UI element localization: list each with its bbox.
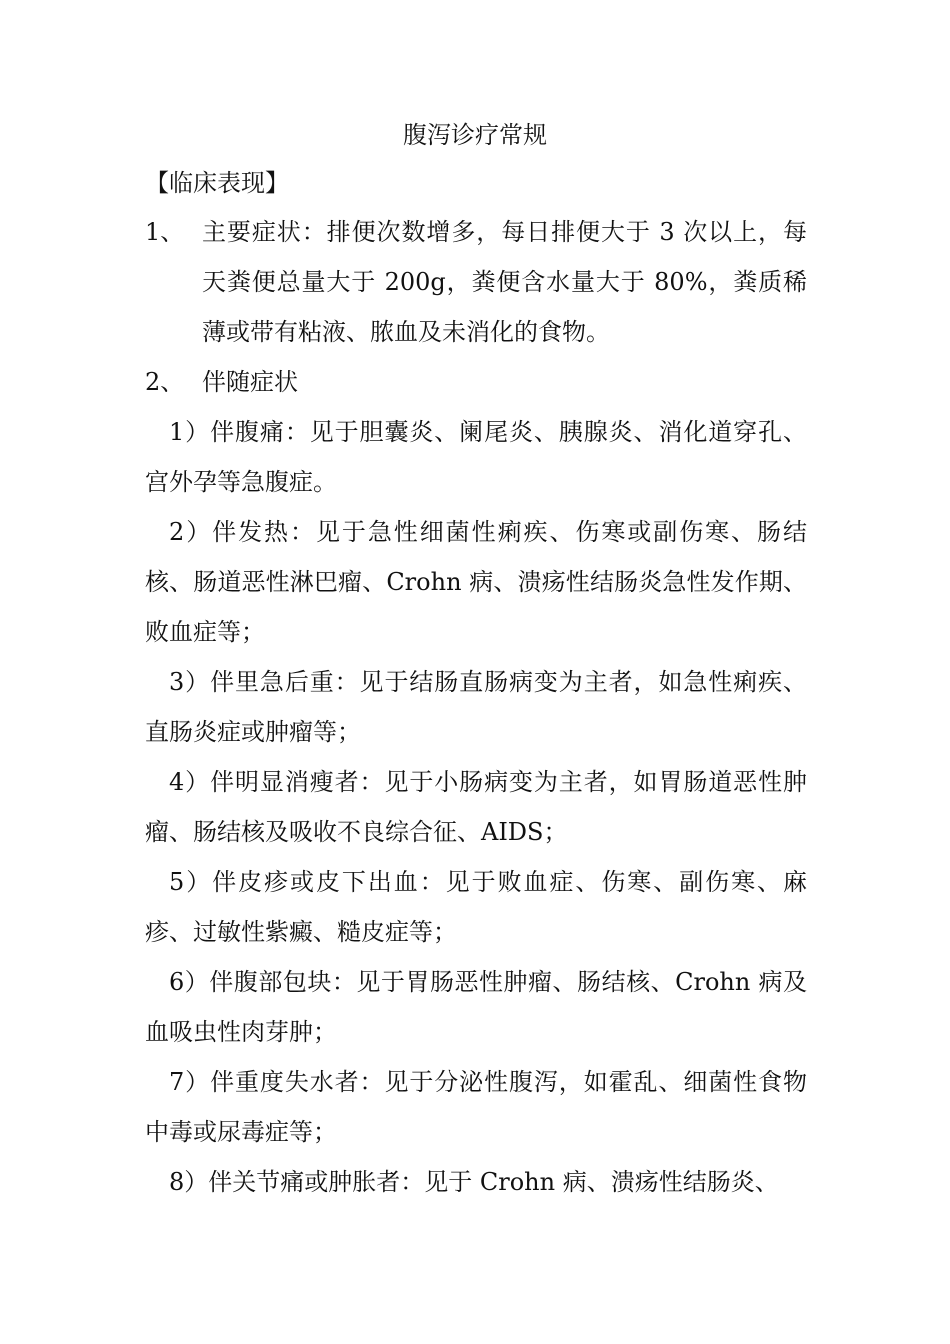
numbered-item-main-symptoms (145, 207, 807, 357)
numbered-item-accompanying-symptoms (145, 357, 807, 407)
item-text: 主要症状：排便次数增多，每日排便大于 3 次以上，每天粪便总量大于 200g，粪便含水量大于 80%，粪质稀薄或带有粘液、脓血及未消化的食物。 (202, 218, 807, 346)
section-heading: 【临床表现】 (145, 169, 289, 197)
sub-item-weight-loss: 4）伴明显消瘦者：见于小肠病变为主者，如胃肠道恶性肿瘤、肠结核及吸收不良综合征、AIDS； (145, 768, 807, 846)
sub-item-tenesmus: 3）伴里急后重：见于结肠直肠病变为主者，如急性痢疾、直肠炎症或肿瘤等； (145, 668, 807, 746)
sub-item-joint-pain: 8）伴关节痛或肿胀者：见于 Crohn 病、溃疡性结肠炎、 (169, 1168, 779, 1196)
sub-item-abdominal-mass: 6）伴腹部包块：见于胃肠恶性肿瘤、肠结核、Crohn 病及血吸虫性肉芽肿； (145, 968, 807, 1046)
sub-item-rash-bleeding: 5）伴皮疹或皮下出血：见于败血症、伤寒、副伤寒、麻疹、过敏性紫癜、糙皮症等； (145, 868, 807, 946)
item-number: 1、 (145, 218, 185, 246)
item-number: 2、 (145, 368, 185, 396)
sub-item-fever: 2）伴发热：见于急性细菌性痢疾、伤寒或副伤寒、肠结核、肠道恶性淋巴瘤、Crohn 病、溃疡性结肠炎急性发作期、败血症等； (145, 518, 807, 646)
sub-item-abdominal-pain: 1）伴腹痛：见于胆囊炎、阑尾炎、胰腺炎、消化道穿孔、宫外孕等急腹症。 (145, 418, 807, 496)
sub-item-dehydration: 7）伴重度失水者：见于分泌性腹泻，如霍乱、细菌性食物中毒或尿毒症等； (145, 1068, 807, 1146)
item-text: 伴随症状 (202, 368, 298, 396)
document-title: 腹泻诊疗常规 (403, 121, 547, 149)
